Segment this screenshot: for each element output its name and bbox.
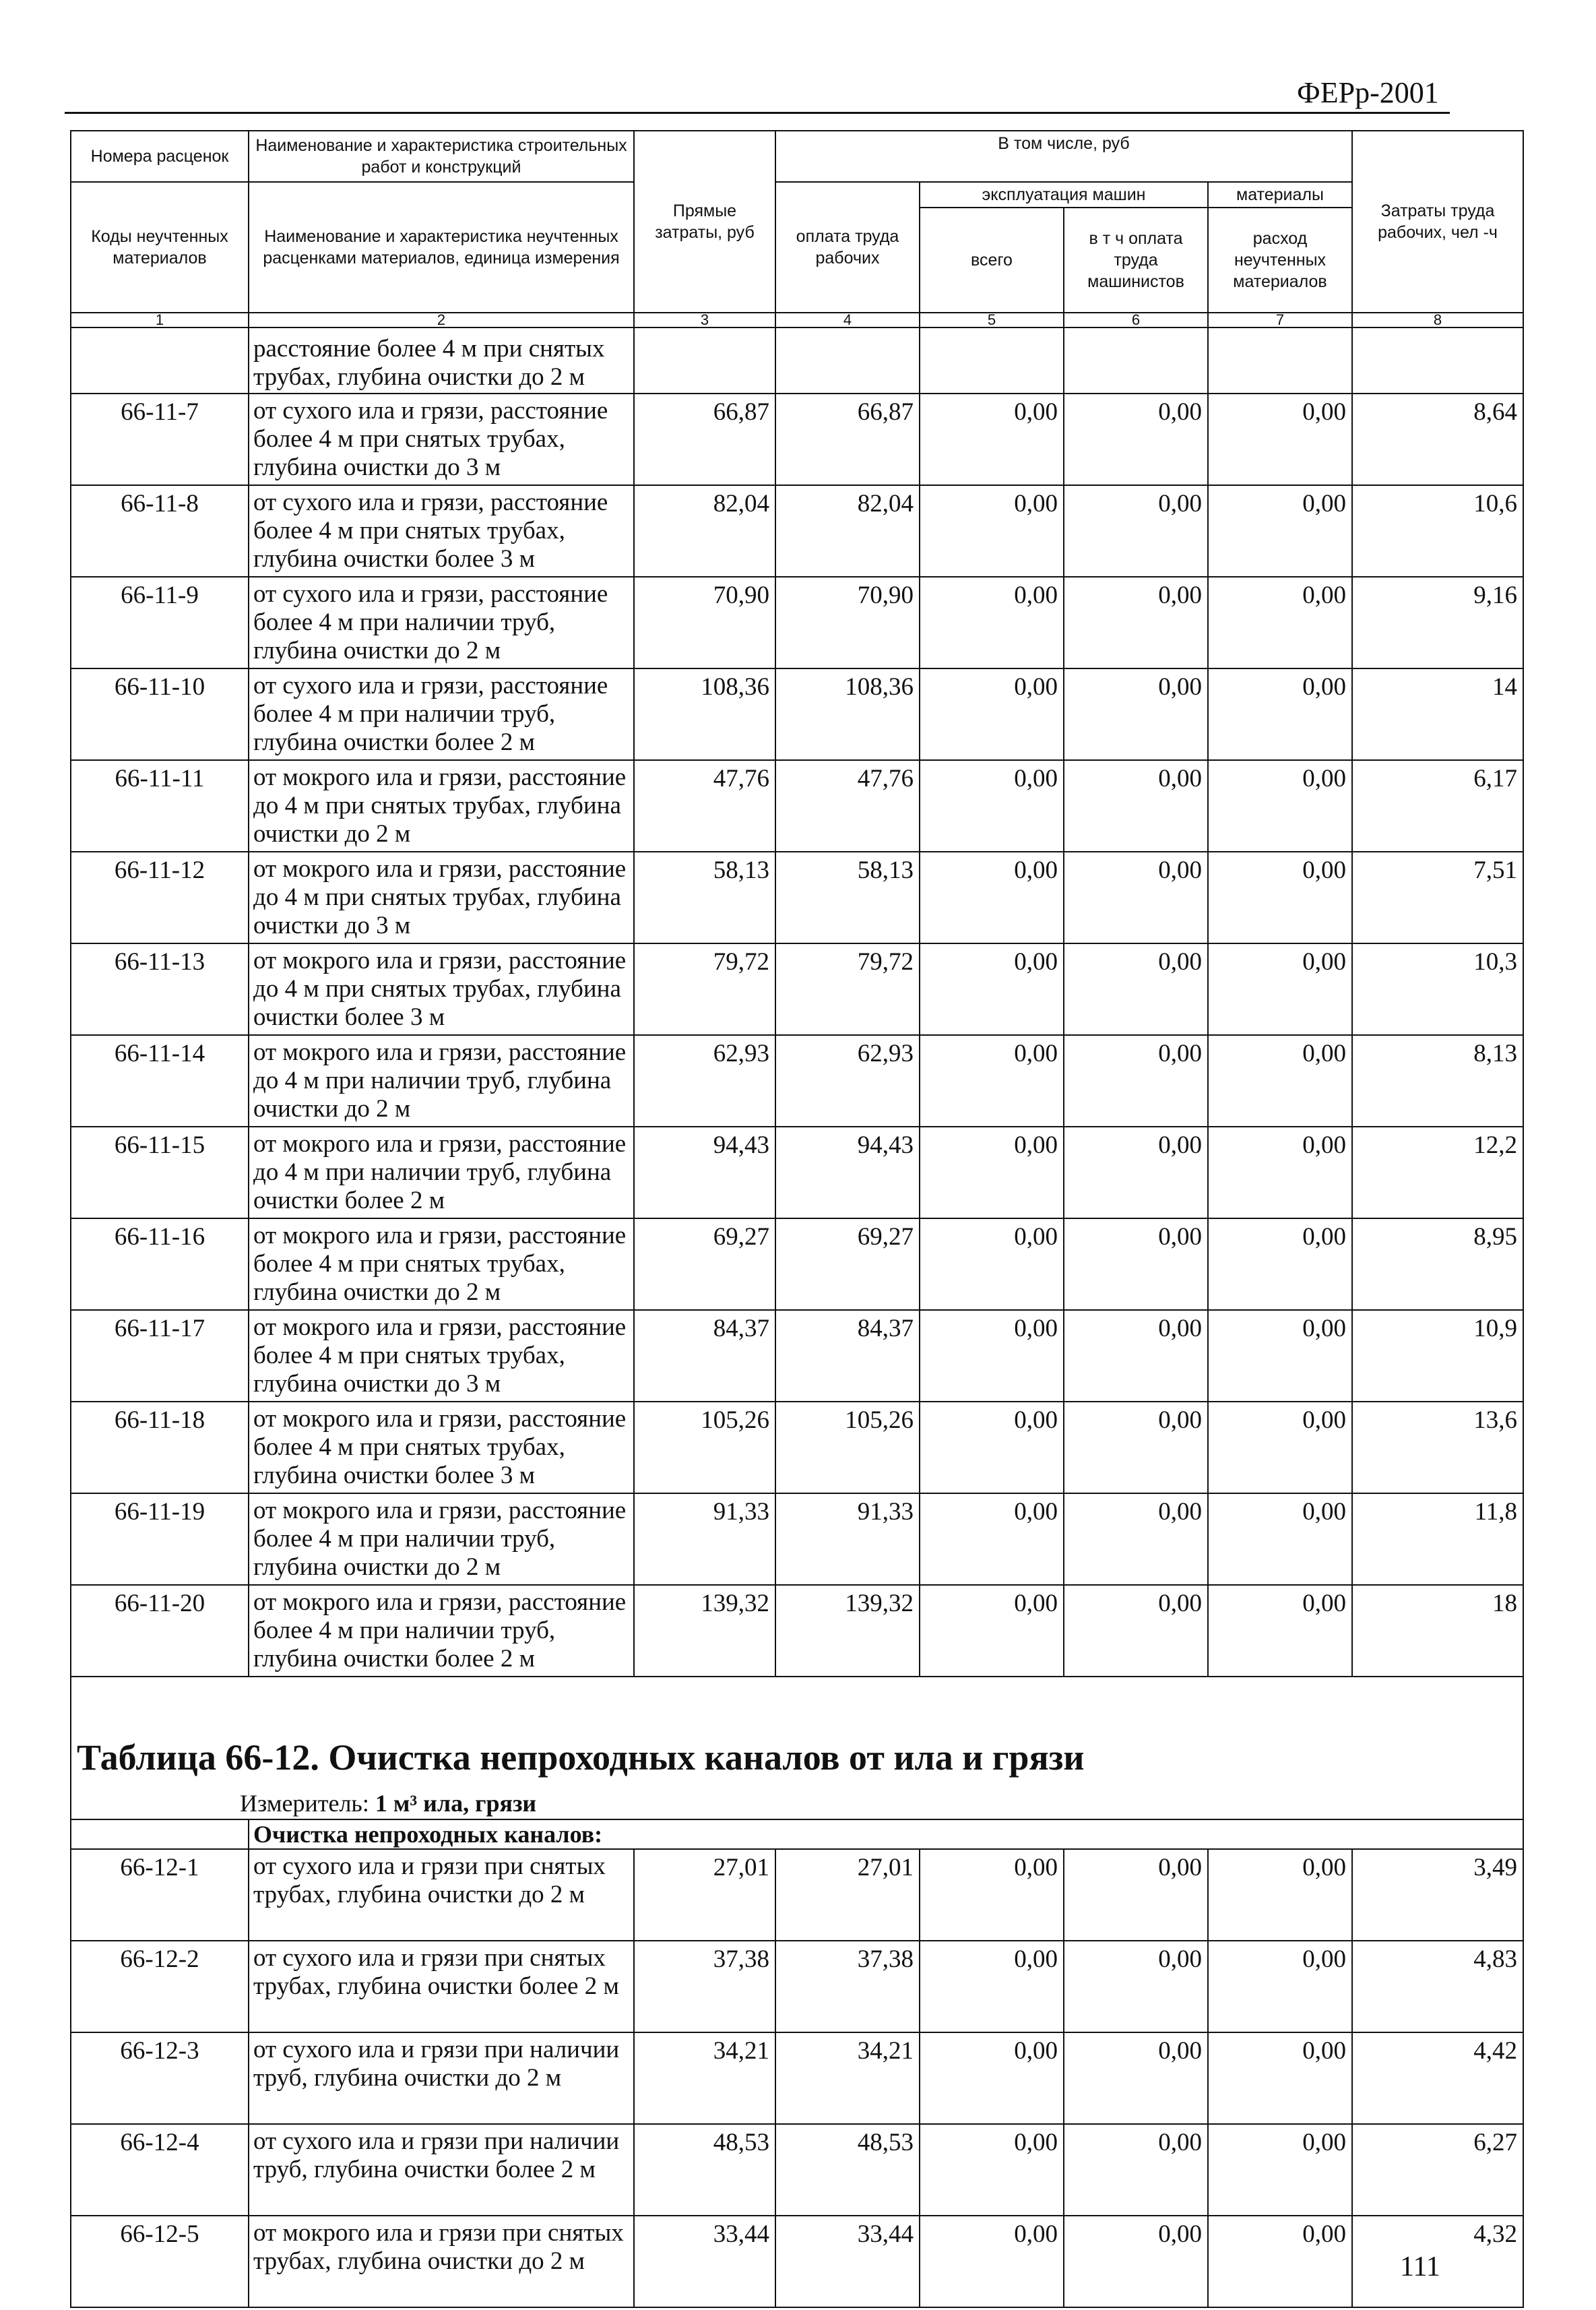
direct-costs: 94,43 — [634, 1127, 775, 1218]
machine-cost-total: 0,00 — [920, 1493, 1064, 1585]
machine-operator-pay: 0,00 — [1064, 1941, 1208, 2032]
table-row — [71, 2032, 1523, 2124]
labor-hours: 9,16 — [1352, 577, 1523, 668]
machine-cost-total: 0,00 — [920, 1127, 1064, 1218]
rate-code: 66-11-18 — [71, 1402, 249, 1493]
labor-pay: 27,01 — [775, 1849, 920, 1941]
labor-pay: 47,76 — [775, 760, 920, 852]
header-materials-unaccounted: расход неучтенных материалов — [1208, 208, 1352, 313]
unaccounted-materials: 0,00 — [1208, 2032, 1352, 2124]
table-row — [71, 668, 1523, 760]
machine-operator-pay: 0,00 — [1064, 1310, 1208, 1402]
unaccounted-materials: 0,00 — [1208, 1310, 1352, 1402]
labor-hours: 11,8 — [1352, 1493, 1523, 1585]
unaccounted-materials: 0,00 — [1208, 1941, 1352, 2032]
rate-code: 66-12-1 — [71, 1849, 249, 1941]
machine-operator-pay: 0,00 — [1064, 760, 1208, 852]
unaccounted-materials: 0,00 — [1208, 943, 1352, 1035]
labor-pay: 34,21 — [775, 2032, 920, 2124]
labor-pay: 79,72 — [775, 943, 920, 1035]
labor-pay: 82,04 — [775, 485, 920, 577]
column-number: 3 — [634, 313, 775, 327]
direct-costs: 105,26 — [634, 1402, 775, 1493]
work-description: от мокрого ила и грязи, расстояние более 4 м при наличии труб, глубина очистки более 2 м — [249, 1585, 634, 1677]
unaccounted-materials: 0,00 — [1208, 1849, 1352, 1941]
machine-cost-total: 0,00 — [920, 394, 1064, 485]
labor-pay: 33,44 — [775, 2216, 920, 2307]
labor-pay: 139,32 — [775, 1585, 920, 1677]
direct-costs: 37,38 — [634, 1941, 775, 2032]
direct-costs: 84,37 — [634, 1310, 775, 1402]
labor-pay: 94,43 — [775, 1127, 920, 1218]
machine-operator-pay: 0,00 — [1064, 943, 1208, 1035]
labor-pay: 62,93 — [775, 1035, 920, 1127]
rate-code: 66-11-14 — [71, 1035, 249, 1127]
table-row — [71, 852, 1523, 943]
machine-operator-pay: 0,00 — [1064, 1035, 1208, 1127]
unaccounted-materials: 0,00 — [1208, 485, 1352, 577]
table-row — [71, 577, 1523, 668]
rate-code: 66-11-15 — [71, 1127, 249, 1218]
work-description: от сухого ила и грязи, расстояние более 4 м при наличии труб, глубина очистки более 2 м — [249, 668, 634, 760]
machine-cost-total: 0,00 — [920, 668, 1064, 760]
direct-costs: 69,27 — [634, 1218, 775, 1310]
header-col1-top: Номера расценок — [71, 131, 249, 182]
rate-code: 66-11-8 — [71, 485, 249, 577]
section-subtitle: Очистка непроходных каналов: — [249, 1819, 1523, 1849]
labor-hours: 10,6 — [1352, 485, 1523, 577]
rate-code: 66-11-10 — [71, 668, 249, 760]
unit-row — [71, 1788, 1523, 1819]
column-number: 6 — [1064, 313, 1208, 327]
table-row — [71, 1127, 1523, 1218]
header-col2-top: Наименование и характеристика строительных работ и конструкций — [249, 131, 634, 182]
work-description: от мокрого ила и грязи, расстояние более 4 м при снятых трубах, глубина очистки более 3 м — [249, 1402, 634, 1493]
unaccounted-materials: 0,00 — [1208, 2124, 1352, 2216]
direct-costs: 58,13 — [634, 852, 775, 943]
rate-code: 66-11-7 — [71, 394, 249, 485]
labor-hours: 8,95 — [1352, 1218, 1523, 1310]
rate-code: 66-11-13 — [71, 943, 249, 1035]
table-row — [71, 1849, 1523, 1941]
subtitle-row — [71, 1819, 1523, 1849]
table-row — [71, 1402, 1523, 1493]
labor-pay: 48,53 — [775, 2124, 920, 2216]
work-description: от сухого ила и грязи при наличии труб, глубина очистки до 2 м — [249, 2032, 634, 2124]
header-machines-labor: в т ч оплата труда машинистов — [1064, 208, 1208, 313]
machine-cost-total: 0,00 — [920, 2124, 1064, 2216]
rate-code: 66-12-5 — [71, 2216, 249, 2307]
unaccounted-materials: 0,00 — [1208, 1035, 1352, 1127]
work-description: от мокрого ила и грязи, расстояние до 4 м при снятых трубах, глубина очистки до 3 м — [249, 852, 634, 943]
labor-hours: 4,32 — [1352, 2216, 1523, 2307]
machine-operator-pay: 0,00 — [1064, 2032, 1208, 2124]
section-title: Таблица 66-12. Очистка непроходных каналов от ила и грязи — [71, 1677, 1523, 1788]
table-header-row-1 — [71, 131, 1523, 182]
direct-costs: 70,90 — [634, 577, 775, 668]
machine-operator-pay: 0,00 — [1064, 577, 1208, 668]
unaccounted-materials: 0,00 — [1208, 1127, 1352, 1218]
machine-cost-total: 0,00 — [920, 485, 1064, 577]
machine-cost-total: 0,00 — [920, 2216, 1064, 2307]
section-title-row — [71, 1677, 1523, 1788]
table-row — [71, 943, 1523, 1035]
column-number-row — [71, 313, 1523, 327]
rate-code: 66-11-19 — [71, 1493, 249, 1585]
machine-cost-total: 0,00 — [920, 1402, 1064, 1493]
column-number: 1 — [71, 313, 249, 327]
table-row — [71, 394, 1523, 485]
column-number: 2 — [249, 313, 634, 327]
work-description: от сухого ила и грязи при наличии труб, глубина очистки более 2 м — [249, 2124, 634, 2216]
machine-cost-total: 0,00 — [920, 2032, 1064, 2124]
labor-pay: 105,26 — [775, 1402, 920, 1493]
labor-hours: 4,83 — [1352, 1941, 1523, 2032]
table-row — [71, 2124, 1523, 2216]
rate-code: 66-11-11 — [71, 760, 249, 852]
machine-operator-pay: 0,00 — [1064, 485, 1208, 577]
direct-costs: 47,76 — [634, 760, 775, 852]
labor-pay: 69,27 — [775, 1218, 920, 1310]
machine-cost-total: 0,00 — [920, 577, 1064, 668]
table-row — [71, 760, 1523, 852]
rate-code: 66-12-3 — [71, 2032, 249, 2124]
document-code: ФЕРр-2001 — [1297, 76, 1439, 109]
work-description: от сухого ила и грязи, расстояние более 4 м при наличии труб, глубина очистки до 2 м — [249, 577, 634, 668]
header-labor-pay: оплата труда рабочих — [775, 182, 920, 313]
machine-operator-pay: 0,00 — [1064, 394, 1208, 485]
rate-code: 66-11-17 — [71, 1310, 249, 1402]
machine-cost-total: 0,00 — [920, 852, 1064, 943]
table-row — [71, 2216, 1523, 2307]
work-description: от сухого ила и грязи при снятых трубах, глубина очистки более 2 м — [249, 1941, 634, 2032]
labor-hours: 8,13 — [1352, 1035, 1523, 1127]
table-row — [71, 1310, 1523, 1402]
work-description: от мокрого ила и грязи, расстояние до 4 м при наличии труб, глубина очистки более 2 м — [249, 1127, 634, 1218]
machine-operator-pay: 0,00 — [1064, 1493, 1208, 1585]
table-row — [71, 1035, 1523, 1127]
work-description: от мокрого ила и грязи при снятых трубах, глубина очистки до 2 м — [249, 2216, 634, 2307]
direct-costs: 62,93 — [634, 1035, 775, 1127]
labor-pay: 108,36 — [775, 668, 920, 760]
unit-value: 1 м³ ила, грязи — [375, 1790, 537, 1817]
machine-cost-total: 0,00 — [920, 1585, 1064, 1677]
labor-hours: 12,2 — [1352, 1127, 1523, 1218]
work-description: от сухого ила и грязи при снятых трубах, глубина очистки до 2 м — [249, 1849, 634, 1941]
header-col2-bottom: Наименование и характеристика неучтенных расценками материалов, единица измерения — [249, 182, 634, 313]
labor-pay: 58,13 — [775, 852, 920, 943]
machine-operator-pay: 0,00 — [1064, 852, 1208, 943]
rate-code — [71, 327, 249, 394]
work-description: от мокрого ила и грязи, расстояние более 4 м при наличии труб, глубина очистки до 2 м — [249, 1493, 634, 1585]
labor-hours: 6,27 — [1352, 2124, 1523, 2216]
machine-operator-pay: 0,00 — [1064, 1218, 1208, 1310]
rate-code: 66-12-4 — [71, 2124, 249, 2216]
table-row — [71, 1218, 1523, 1310]
rate-code: 66-11-9 — [71, 577, 249, 668]
work-description: от мокрого ила и грязи, расстояние более 4 м при снятых трубах, глубина очистки до 3 м — [249, 1310, 634, 1402]
unaccounted-materials: 0,00 — [1208, 1218, 1352, 1310]
column-number: 5 — [920, 313, 1064, 327]
header-labor-cost: Затраты труда рабочих, чел -ч — [1352, 131, 1523, 313]
direct-costs: 79,72 — [634, 943, 775, 1035]
unaccounted-materials: 0,00 — [1208, 668, 1352, 760]
table-row — [71, 1585, 1523, 1677]
work-description: от мокрого ила и грязи, расстояние более 4 м при снятых трубах, глубина очистки до 2 м — [249, 1218, 634, 1310]
unaccounted-materials: 0,00 — [1208, 1585, 1352, 1677]
direct-costs: 108,36 — [634, 668, 775, 760]
direct-costs: 33,44 — [634, 2216, 775, 2307]
labor-hours: 18 — [1352, 1585, 1523, 1677]
column-number: 7 — [1208, 313, 1352, 327]
table-row — [71, 1493, 1523, 1585]
header-direct-costs: Прямые затраты, руб — [634, 131, 775, 313]
machine-operator-pay: 0,00 — [1064, 1585, 1208, 1677]
direct-costs: 48,53 — [634, 2124, 775, 2216]
unaccounted-materials: 0,00 — [1208, 1493, 1352, 1585]
table-header-row-2 — [71, 182, 1523, 208]
header-machines: эксплуатация машин — [920, 182, 1208, 208]
rate-code: 66-11-12 — [71, 852, 249, 943]
work-description: от сухого ила и грязи, расстояние более 4 м при снятых трубах, глубина очистки до 3 м — [249, 394, 634, 485]
direct-costs: 27,01 — [634, 1849, 775, 1941]
header-materials: материалы — [1208, 182, 1352, 208]
labor-pay: 91,33 — [775, 1493, 920, 1585]
unit-label: Измеритель: — [240, 1790, 375, 1817]
rate-code: 66-11-20 — [71, 1585, 249, 1677]
unaccounted-materials: 0,00 — [1208, 577, 1352, 668]
table-row — [71, 1941, 1523, 2032]
rate-code: 66-12-2 — [71, 1941, 249, 2032]
table-row — [71, 485, 1523, 577]
unaccounted-materials: 0,00 — [1208, 2216, 1352, 2307]
header-col1-bottom: Коды неучтенных материалов — [71, 182, 249, 313]
labor-hours: 6,17 — [1352, 760, 1523, 852]
machine-cost-total: 0,00 — [920, 1849, 1064, 1941]
labor-hours: 13,6 — [1352, 1402, 1523, 1493]
machine-cost-total: 0,00 — [920, 1035, 1064, 1127]
work-description: от мокрого ила и грязи, расстояние до 4 м при наличии труб, глубина очистки до 2 м — [249, 1035, 634, 1127]
work-description: от мокрого ила и грязи, расстояние до 4 м при снятых трубах, глубина очистки до 2 м — [249, 760, 634, 852]
machine-operator-pay: 0,00 — [1064, 2124, 1208, 2216]
direct-costs: 66,87 — [634, 394, 775, 485]
machine-operator-pay: 0,00 — [1064, 1849, 1208, 1941]
labor-hours: 7,51 — [1352, 852, 1523, 943]
work-description: от сухого ила и грязи, расстояние более 4 м при снятых трубах, глубина очистки более 3 м — [249, 485, 634, 577]
column-number: 8 — [1352, 313, 1523, 327]
labor-hours: 10,9 — [1352, 1310, 1523, 1402]
unaccounted-materials: 0,00 — [1208, 852, 1352, 943]
labor-pay: 66,87 — [775, 394, 920, 485]
table-row-continued — [71, 327, 1523, 394]
rates-table — [70, 130, 1524, 2308]
labor-pay: 70,90 — [775, 577, 920, 668]
unaccounted-materials: 0,00 — [1208, 1402, 1352, 1493]
labor-hours: 3,49 — [1352, 1849, 1523, 1941]
labor-pay: 37,38 — [775, 1941, 920, 2032]
machine-cost-total: 0,00 — [920, 1218, 1064, 1310]
unaccounted-materials: 0,00 — [1208, 760, 1352, 852]
direct-costs: 34,21 — [634, 2032, 775, 2124]
unaccounted-materials: 0,00 — [1208, 394, 1352, 485]
direct-costs: 91,33 — [634, 1493, 775, 1585]
machine-cost-total: 0,00 — [920, 943, 1064, 1035]
labor-hours: 14 — [1352, 668, 1523, 760]
direct-costs: 139,32 — [634, 1585, 775, 1677]
column-number: 4 — [775, 313, 920, 327]
labor-pay: 84,37 — [775, 1310, 920, 1402]
machine-operator-pay: 0,00 — [1064, 1127, 1208, 1218]
header-machines-total: всего — [920, 208, 1064, 313]
work-description: от мокрого ила и грязи, расстояние до 4 м при снятых трубах, глубина очистки более 3 м — [249, 943, 634, 1035]
labor-hours: 10,3 — [1352, 943, 1523, 1035]
labor-hours: 8,64 — [1352, 394, 1523, 485]
machine-cost-total: 0,00 — [920, 1310, 1064, 1402]
page-number: 111 — [1400, 2251, 1440, 2282]
work-description: расстояние более 4 м при снятых трубах, глубина очистки до 2 м — [249, 327, 634, 394]
machine-operator-pay: 0,00 — [1064, 668, 1208, 760]
rate-code: 66-11-16 — [71, 1218, 249, 1310]
machine-operator-pay: 0,00 — [1064, 2216, 1208, 2307]
machine-cost-total: 0,00 — [920, 760, 1064, 852]
machine-cost-total: 0,00 — [920, 1941, 1064, 2032]
machine-operator-pay: 0,00 — [1064, 1402, 1208, 1493]
header-including: В том числе, руб — [775, 131, 1352, 182]
labor-hours: 4,42 — [1352, 2032, 1523, 2124]
direct-costs: 82,04 — [634, 485, 775, 577]
header-rule — [65, 112, 1450, 114]
